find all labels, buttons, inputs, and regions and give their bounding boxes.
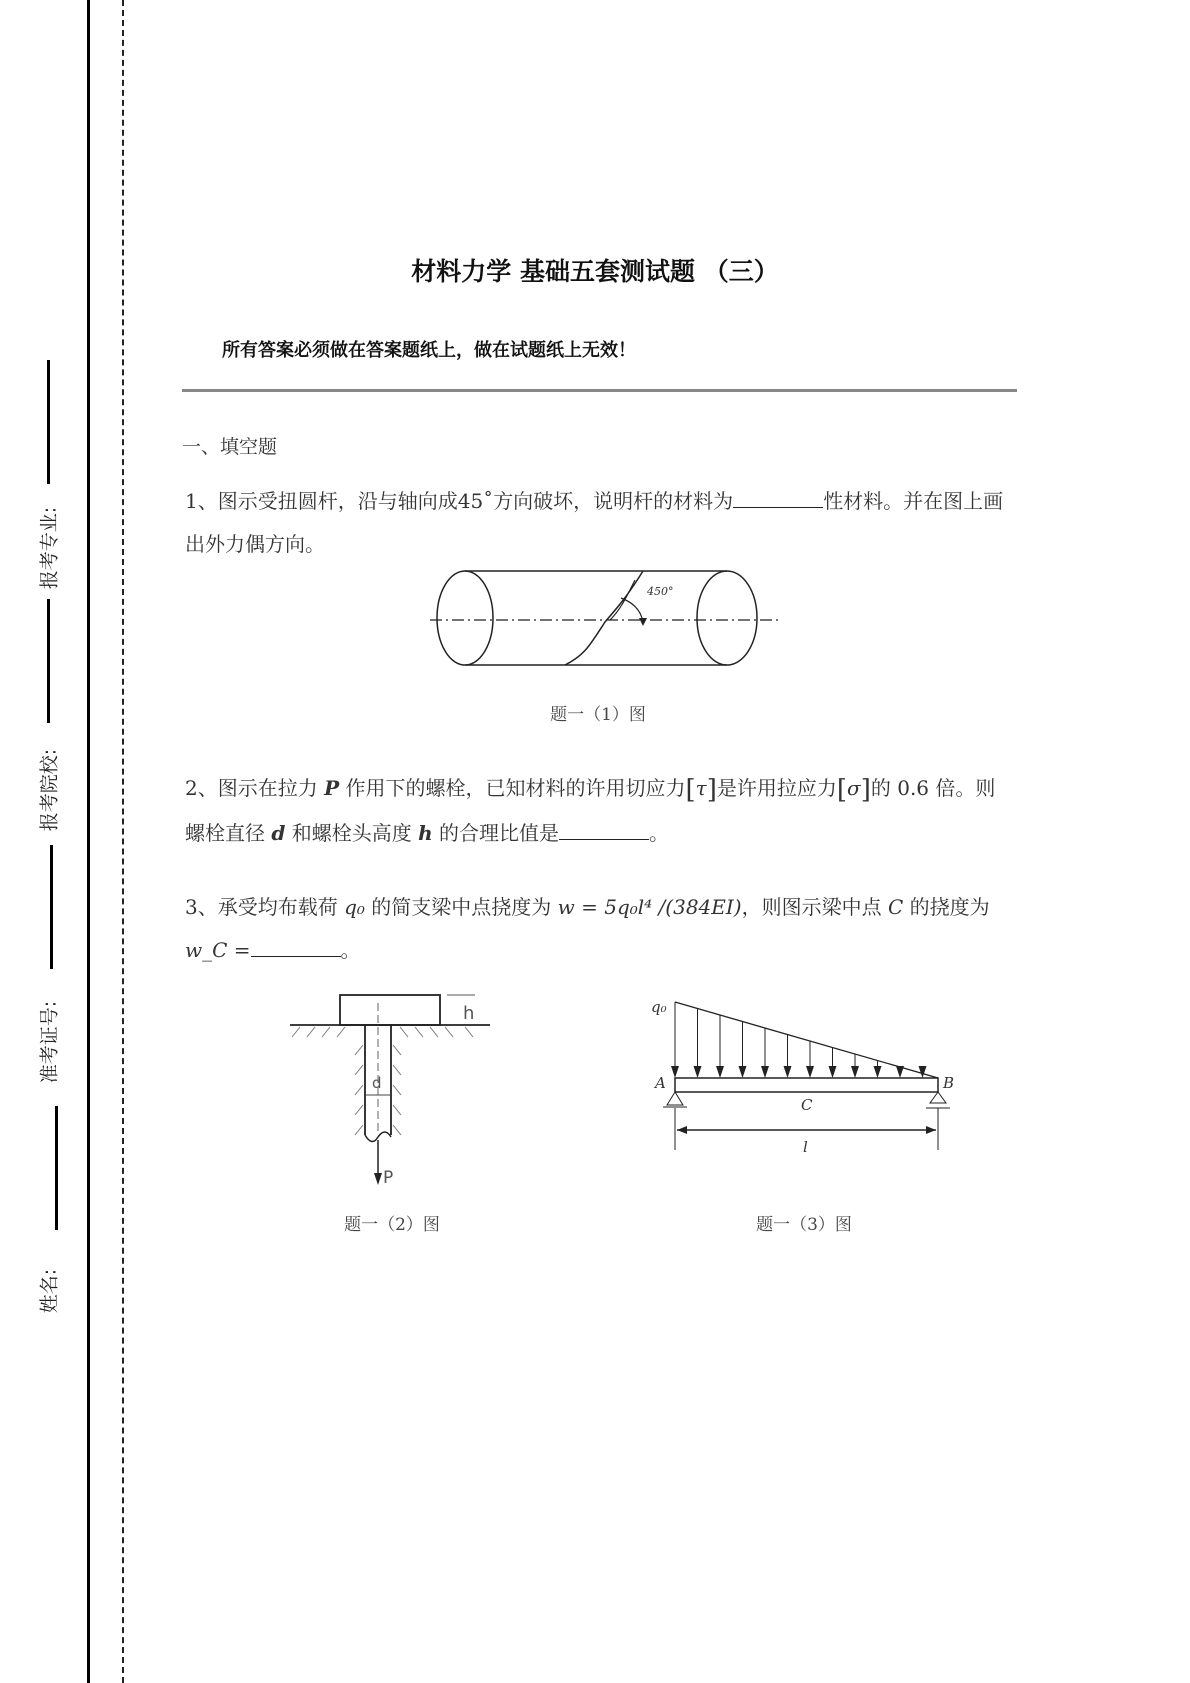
var-h: h [418, 821, 433, 845]
load-arrowhead [761, 1066, 769, 1078]
beam-figure [645, 990, 975, 1160]
question-2: 2、图示在拉力 P 作用下的螺栓，已知材料的许用切应力[τ]是许用拉应力[σ]的 0.6 倍。则螺栓直径 d 和螺栓头高度 h 的合理比值是 。 [185, 775, 996, 845]
q1-text: 1、图示受扭圆杆，沿与轴向成 [185, 489, 458, 513]
field-label-major: 报考专业: [38, 506, 61, 590]
q2-text: 。 [648, 821, 669, 845]
q2-text: 和螺栓头高度 [291, 821, 412, 845]
load-arrowhead [919, 1066, 927, 1078]
l-label: l [803, 1138, 808, 1156]
bolt-figure [275, 975, 525, 1200]
q3-text: 。 [340, 938, 361, 962]
angle-label: 450° [647, 585, 674, 598]
section-title: 一、填空题 [182, 436, 278, 458]
load-arrowhead [671, 1066, 679, 1078]
field-label-school: 报考院校: [38, 748, 61, 832]
P-label: P [383, 1168, 394, 1188]
figure-caption: 题一（2）图 [344, 1215, 440, 1235]
answer-blank [733, 489, 823, 508]
q1-angle: 45˚ [457, 489, 494, 513]
answer-blank [251, 938, 341, 957]
var-sigma: σ [847, 776, 861, 800]
field-rule [55, 1106, 58, 1230]
figure-caption: 题一（1）图 [550, 705, 646, 725]
var-P: P [324, 776, 340, 800]
load-arrowhead [806, 1066, 814, 1078]
figure-caption: 题一（3）图 [756, 1215, 852, 1235]
load-arrowhead [896, 1066, 904, 1078]
load-arrowhead [716, 1066, 724, 1078]
question-3 [185, 886, 1015, 972]
h-label: h [463, 1003, 475, 1024]
var-wc: w_C = [185, 938, 251, 962]
answer-blank [559, 821, 649, 840]
load-arrowhead [694, 1066, 702, 1078]
field-rule [47, 599, 50, 723]
load-arrowhead [829, 1066, 837, 1078]
q0-label: q₀ [651, 998, 667, 1016]
q1-text: 方向破坏，说明杆的材料为 [493, 489, 734, 513]
load-arrowhead [784, 1066, 792, 1078]
A-label: A [655, 1074, 666, 1092]
question-1 [185, 480, 1015, 566]
q2-text: 是许用拉应力 [716, 776, 837, 800]
load-arrowhead [874, 1066, 882, 1078]
deflection-formula: w = 5q₀l⁴ /(384EI) [557, 895, 742, 919]
field-rule [50, 845, 53, 969]
page-title: 材料力学 基础五套测试题 （三） [411, 257, 779, 286]
q3-text: 3、承受均布载荷 [185, 895, 338, 919]
twisted-shaft-figure [425, 560, 785, 675]
load-arrowhead [739, 1066, 747, 1078]
var-C: C [887, 895, 904, 919]
q3-text: ，则图示梁中点 [741, 895, 882, 919]
q2-text: 的 0.6 倍。则螺栓直径 [185, 776, 996, 845]
B-label: B [943, 1074, 955, 1092]
q1-text: 性材料。并在图上画出外力偶方向。 [185, 489, 1004, 556]
load-arrowhead [851, 1066, 859, 1078]
field-label-exam-id: 准考证号: [38, 1000, 61, 1084]
var-q0: q₀ [344, 895, 365, 919]
q2-text: 的合理比值是 [438, 821, 559, 845]
q3-text: 的简支梁中点挠度为 [371, 895, 552, 919]
d-label: d [372, 1074, 382, 1092]
q3-text: 的挠度为 [909, 895, 990, 919]
q2-text: 作用下的螺栓，已知材料的许用切应力 [345, 776, 686, 800]
q2-text: 2、图示在拉力 [185, 776, 318, 800]
C-label: C [801, 1096, 813, 1114]
field-label-name: 姓名: [38, 1268, 61, 1314]
var-d: d [271, 821, 286, 845]
field-rule [47, 360, 50, 484]
divider [182, 389, 1017, 392]
var-tau: τ [695, 776, 707, 800]
exam-note: 所有答案必须做在答案题纸上，做在试题纸上无效！ [222, 340, 636, 361]
